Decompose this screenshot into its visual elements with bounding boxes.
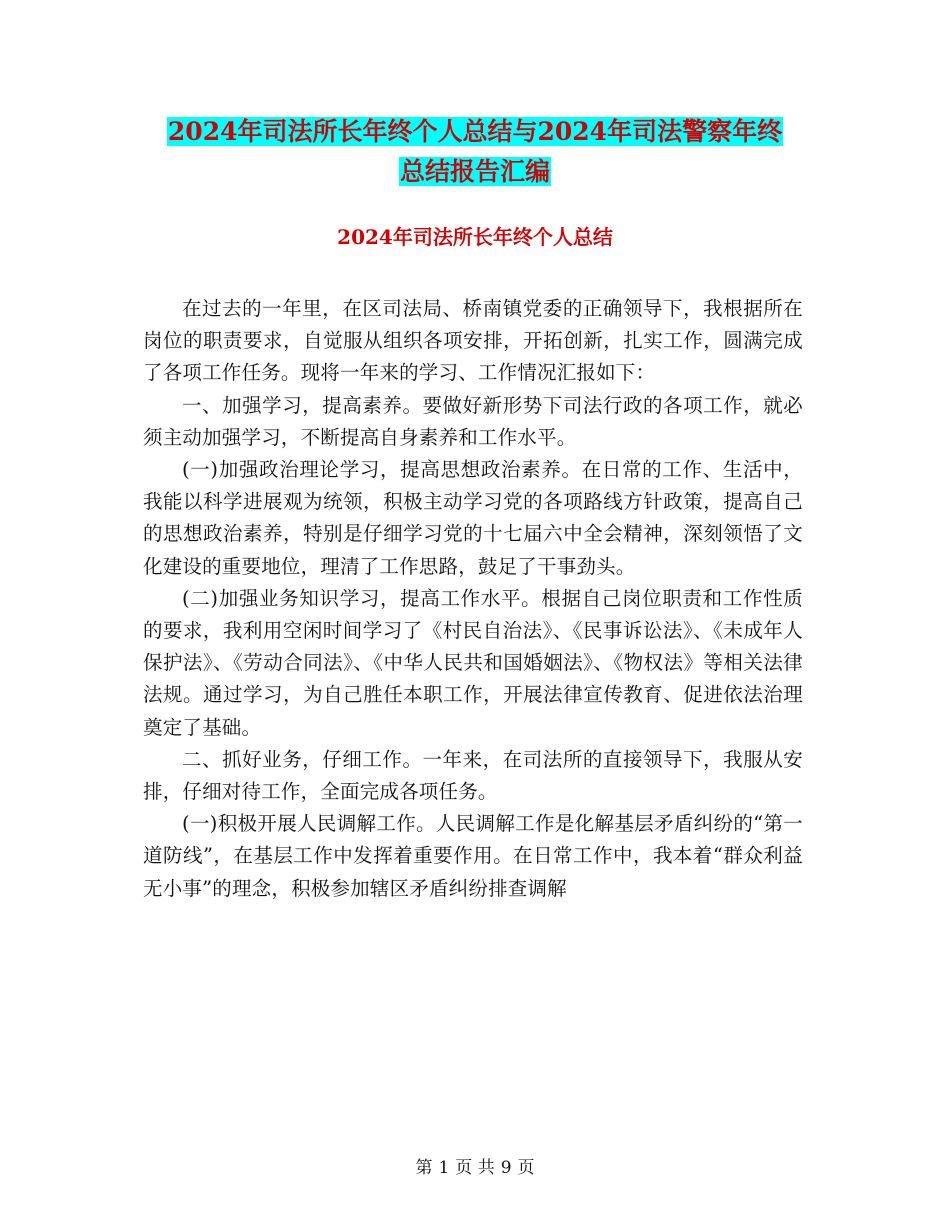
footer-page-number: 1 (438, 1158, 450, 1178)
document-title-line-2: 总结报告汇编 (399, 157, 550, 186)
paragraph-3: (一)加强政治理论学习，提高思想政治素养。在日常的工作、生活中，我能以科学进展观为统领，积极主动学习党的各项路线方针政策，提高自己的思想政治素养，特别是仔细学习党的十七届六中全会精神，深刻领悟了文化建设的重要地位，理清了工作思路，鼓足了干事劲头。 (143, 458, 803, 578)
page-footer (0, 1153, 950, 1178)
paragraph-6: (一)积极开展人民调解工作。人民调解工作是化解基层矛盾纠纷的“第一道防线”，在基层工作中发挥着重要作用。在日常工作中，我本着“群众利益无小事”的理念，积极参加辖区矛盾纠纷排查调解 (143, 812, 803, 900)
document-title-line-1: 2024年司法所长年终个人总结与2024年司法警察年终 (167, 117, 783, 146)
footer-suffix: 页 (517, 1158, 535, 1178)
paragraph-1: 在过去的一年里，在区司法局、桥南镇党委的正确领导下，我根据所在岗位的职责要求，自觉服从组织各项安排，开拓创新，扎实工作，圆满完成了各项工作任务。现将一年来的学习、工作情况汇报如下： (143, 297, 803, 385)
footer-mid: 页 共 (455, 1158, 495, 1178)
section-title: 2024年司法所长年终个人总结 (337, 225, 613, 249)
footer-total-pages: 9 (500, 1158, 512, 1178)
paragraph-5: 二、抓好业务，仔细工作。一年来，在司法所的直接领导下，我服从安排，仔细对待工作，全面完成各项任务。 (143, 747, 803, 804)
body-text (143, 293, 803, 905)
paragraph-2: 一、加强学习，提高素养。要做好新形势下司法行政的各项工作，就必须主动加强学习，不断提高自身素养和工作水平。 (143, 393, 803, 449)
footer-prefix: 第 (415, 1158, 433, 1178)
document-title (0, 112, 950, 192)
paragraph-4: (二)加强业务知识学习，提高工作水平。根据自己岗位职责和工作性质的要求，我利用空闲时间学习了《村民自治法》、《民事诉讼法》、《未成年人保护法》、《劳动合同法》、《中华人民共和国婚姻法》、《物权法》等相关法律法规。通过学习，为自己胜任本职工作，开展法律宣传教育、促进依法治理奠定了基础。 (143, 586, 803, 739)
